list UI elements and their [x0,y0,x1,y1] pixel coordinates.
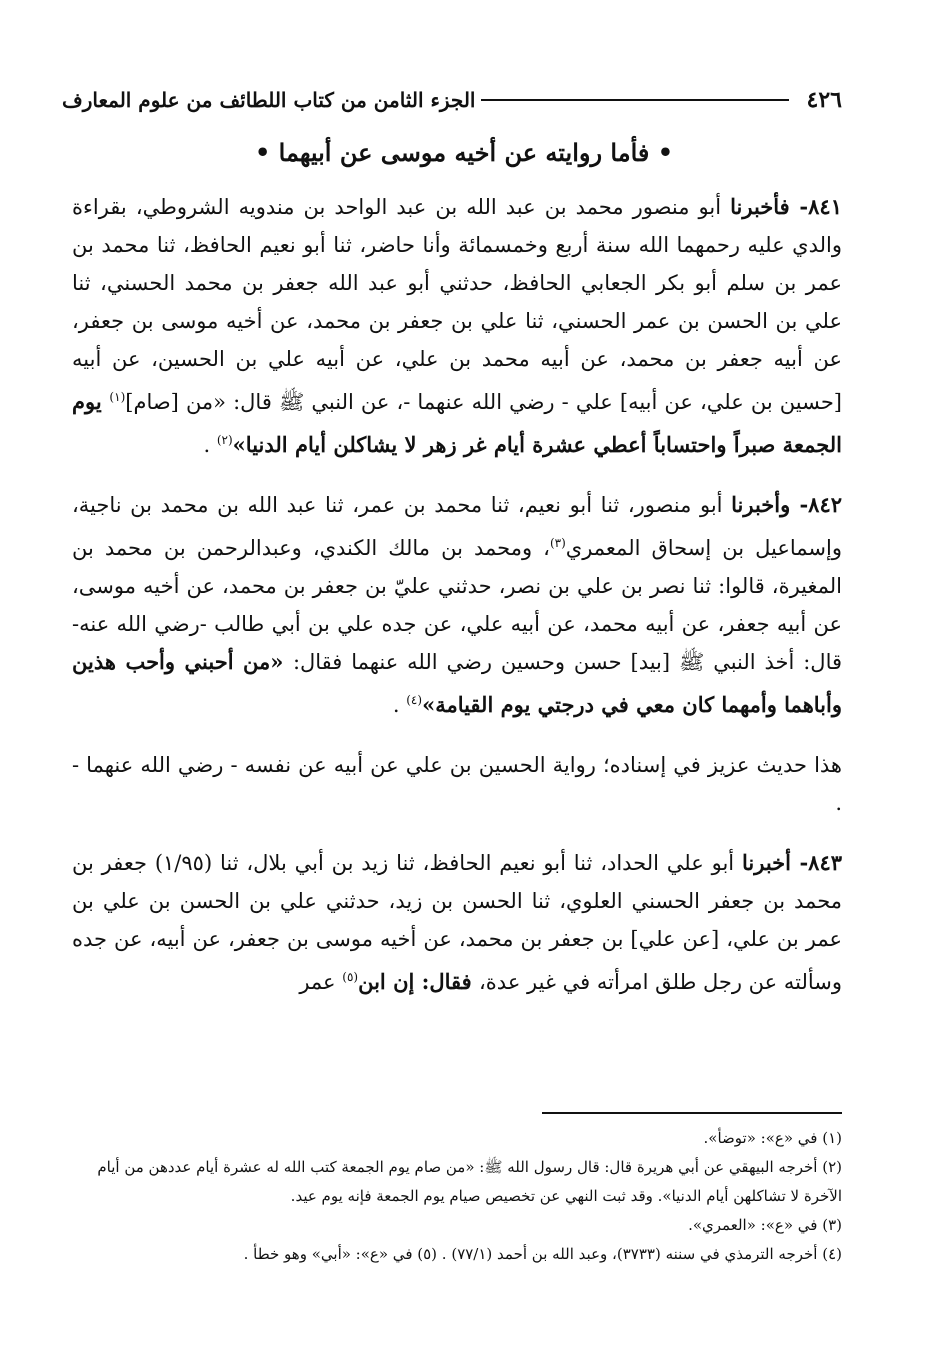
hadith-843 [72,844,842,1001]
hadith-842 [72,486,842,724]
hadith-text: أبو منصور محمد بن عبد الله بن عبد الواحد بن مندويه الشروطي، بقراءة والدي عليه رحمهما الله سنة أربع وخمسمائة وأنا حاضر، ثنا أبو نعيم الحافظ، ثنا محمد بن عمر بن سلم أبو بكر الجعابي الحافظ، حدثني أبو عبد الله جعفر بن محمد الحسني، ثنا علي بن الحسن بن عمر الحسني، ثنا علي بن جعفر بن محمد، عن أخيه موسى بن جعفر، عن أبيه جعفر بن محمد، عن أبيه محمد بن علي، عن أبيه علي بن الحسين، عن أبيه [حسين بن علي، عن أبيه] علي - رضي الله عنهما -، عن النبي ﷺ قال: «من [صام] [72,195,843,414]
footnote-separator [542,1112,842,1114]
hadith-number: ٨٤١- فأخبرنا [730,194,842,219]
footnote-3: (٣) في «ع»: «العمري». [688,1216,842,1234]
footnotes [72,1124,842,1269]
hadith-matn: فقال: إن ابن [358,969,480,994]
footnote-ref: (١) [109,390,126,404]
footnote-ref: (٤) [406,693,423,707]
hadith-number: ٨٤٢- وأخبرنا [731,492,843,517]
footnote-4-5: (٤) أخرجه الترمذي في سننه (٣٧٣٣)، وعبد الله بن أحمد (٧٧/١) . (٥) في «ع»: «أبي» وهو خطأ . [243,1245,842,1263]
hadith-tail: عمر [299,970,343,994]
footnote-2: (٢) أخرجه البيهقي عن أبي هريرة قال: قال رسول الله ﷺ: «من صام يوم الجمعة كتب الله له عشرة أيام عددهن من أيام الآخرة لا تشاكلهن أيام الدنيا». وقد ثبت النهي عن تخصيص صيام يوم الجمعة فإنه يوم عيد. [97,1158,842,1205]
hadith-tail: . [392,693,407,717]
hadith-text: أبو علي الحداد، ثنا أبو نعيم الحافظ، ثنا زيد بن أبي بلال، ثنا (١/٩٥) جعفر بن محمد بن جعفر الحسني العلوي، ثنا الحسن بن زيد، حدثني علي بن الحسن بن علي بن عمر بن علي، [عن علي] بن جعفر بن محمد، عن أخيه موسى بن جعفر، عن أبيه، عن جده وسألته عن رجل طلق امرأته في غير عدة، [72,851,842,994]
footnote-ref: (٥) [342,970,359,984]
running-header [62,80,842,120]
hadith-text-cont: ، ومحمد بن مالك الكندي، وعبدالرحمن بن محمد بن المغيرة، قالوا: ثنا نصر بن علي بن نصر، حدثني عليّ بن جعفر بن محمد، عن أخيه موسى، عن أبيه جعفر، عن أبيه محمد، عن أبيه علي، عن جده علي بن أبي طالب -رضي الله عنه- قال: أخذ النبي ﷺ [بيد] حسن وحسين رضي الله عنهما فقال: [72,536,843,674]
section-title: • فأما روايته عن أخيه موسى عن أبيهما • [254,138,674,167]
commentary-text: هذا حديث عزيز في إسناده؛ رواية الحسين بن علي عن أبيه عن نفسه - رضي الله عنهما - . [72,753,842,815]
hadith-text: أبو منصور، ثنا أبو نعيم، ثنا محمد بن عمر، ثنا عبد الله بن محمد بن ناجية، وإسماعيل بن إسحاق المعمري [72,493,843,560]
page-number: ٤٢٦ [806,87,842,113]
commentary [72,746,842,822]
footnote-ref: (٢) [216,433,233,447]
main-text [72,188,842,1023]
footnote-ref: (٣) [549,536,566,550]
running-title: الجزء الثامن من كتاب اللطائف من علوم المعارف [62,88,476,112]
hadith-tail: . [203,433,217,457]
hadith-matn: «من أحبني وأحب هذين وأباهما وأمهما كان معي في درجتي يوم القيامة» [72,649,842,717]
hadith-matn: يوم الجمعة صبراً واحتساباً أعطي عشرة أيام غر زهر لا يشاكلن أيام الدنيا» [72,389,842,457]
footnote-1: (١) في «ع»: «توضأ». [703,1129,842,1147]
header-rule [481,99,788,101]
hadith-841 [72,188,842,464]
hadith-number: ٨٤٣- أخبرنا [742,850,843,875]
